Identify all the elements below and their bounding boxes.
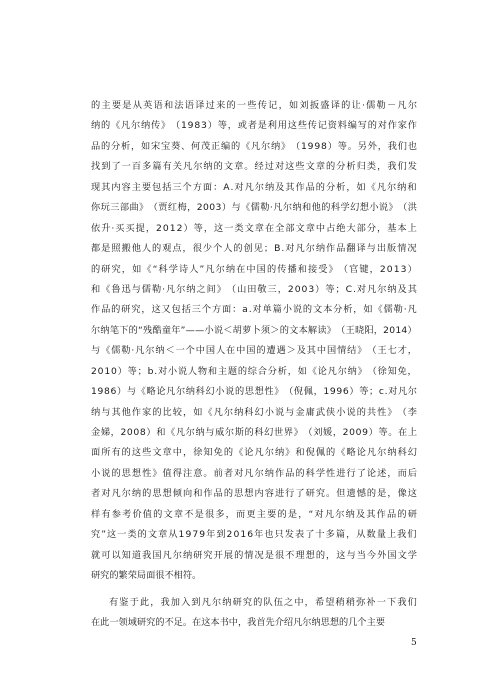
text-line: 的 主 要 是 从 英 语 和 法 语 译 过 来 的 一 些 传 记 ， 如 刘 扳 盛 译 的 让 · 儒 勒 － 凡 尔	[91, 100, 417, 111]
text-line: 1 9 8 6 ） 与 《 略 论 凡 尔 纳 科 幻 小 说 的 思 想 性 》 （ 倪 佩 ， 1 9 9 6 ） 等 ； c . 对 凡 尔	[91, 386, 417, 398]
text-line: 面 所 有 的 这 些 文 章 中 ， 徐 知 免 的 《 论 凡 尔 纳 》 和 倪 佩 的 《 略 论 凡 尔 纳 科 幻	[91, 447, 417, 459]
text-line-content: 在此一领域研究的不足。在这本书中，我首先介绍凡尔纳思想的几个主要	[91, 616, 385, 628]
text-line: 现 其 内 容 主 要 包 括 三 个 方 面 ： A . 对 凡 尔 纳 及 其 作 品 的 分 析 ， 如 《 凡 尔 纳 和	[91, 181, 417, 193]
text-line: 的 研 究 ， 如 《 “ 科 学 诗 人 ” 凡 尔 纳 在 中 国 的 传 播 和 接 受 》 （ 官 键 ， 2 0 1 3 ）	[91, 263, 417, 275]
text-line-content: 研究的繁荣局面很不相符。	[91, 570, 202, 582]
text-line: 有 鉴 于 此 ， 我 加 入 到 凡 尔 纳 研 究 的 队 伍 之 中 ， 希 望 稍 稍 弥 补 一 下 我 们	[109, 596, 417, 608]
text-line: 金 娣 ， 2 0 0 8 ） 和 《 凡 尔 纳 与 威 尔 斯 的 科 幻 世 界 》 （ 刘 媛 ， 2 0 0 9 ） 等 。 在 上	[91, 427, 417, 438]
text-line: 都 是 照 搬 他 人 的 观 点 ， 很 少 个 人 的 创 见 ； B . 对 凡 尔 纳 作 品 翻 译 与 出 版 情 况	[91, 243, 417, 255]
text-line: 小 说 的 思 想 性 》 值 得 注 意 。 前 者 对 凡 尔 纳 作 品 的 科 学 性 进 行 了 论 述 ， 而 后	[91, 467, 417, 479]
text-line	[91, 566, 417, 586]
page-number: 5	[411, 638, 417, 648]
text-line: 究 ” 这 一 类 的 文 章 从 1 9 7 9 年 到 2 0 1 6 年 也 只 发 表 了 十 多 篇 ， 从 数 量 上 我 们	[91, 529, 417, 541]
text-line: 品 的 分 析 ， 如 宋 宝 葵 、 何 茂 正 编 的 《 凡 尔 纳 》 （ 1 9 9 8 ） 等 。 另 外 ， 我 们 也	[91, 140, 417, 152]
text-line: 样 有 参 考 价 值 的 文 章 不 是 很 多 ， 而 更 主 要 的 是 ， “ 对 凡 尔 纳 及 其 作 品 的 研	[91, 508, 417, 520]
paragraph-1	[91, 96, 417, 587]
text-line: 与 《 儒 勒 · 凡 尔 纳 ＜ 一 个 中 国 人 在 中 国 的 遭 遇 ＞ 及 其 中 国 情 结 》 （ 王 七 才 ，	[91, 345, 417, 357]
text-line: 尔 纳 笔 下 的 “ 残 酷 童 年 ” — — 小 说 ＜ 胡 萝 卜 须 ＞ 的 文 本 解 读 》 （ 王 晓 阳 ， 2 0 1 4 ）	[91, 324, 417, 336]
text-line	[91, 613, 417, 633]
text-line: 你 玩 三 部 曲 》 （ 贾 红 梅 ， 2 0 0 3 ） 与 《 儒 勒 · 凡 尔 纳 和 他 的 科 学 幻 想 小 说 》 （ 洪	[91, 202, 417, 214]
text-line: 纳 的 《 凡 尔 纳 传 》 （ 1 9 8 3 ） 等 ， 或 者 是 利 用 这 些 传 记 资 料 编 写 的 对 作 家 作	[91, 120, 417, 132]
text-line: 纳 与 其 他 作 家 的 比 较 ， 如 《 凡 尔 纳 科 幻 小 说 与 金 庸 武 侠 小 说 的 共 性 》 （ 李	[91, 406, 417, 418]
text-line: 者 对 凡 尔 纳 的 思 想 倾 向 和 作 品 的 思 想 内 容 进 行 了 研 究 。 但 遗 憾 的 是 ， 像 这	[91, 488, 417, 500]
text-line: 就 可 以 知 道 我 国 凡 尔 纳 研 究 开 展 的 情 况 是 很 不 理 想 的 ， 这 与 当 今 外 国 文 学	[91, 549, 417, 561]
text-line: 2 0 1 0 ） 等 ； b . 对 小 说 人 物 和 主 题 的 综 合 分 析 ， 如 《 论 凡 尔 纳 》 （ 徐 知 免 ，	[91, 365, 417, 377]
text-line: 和 《 鲁 迅 与 儒 勒 · 凡 尔 纳 之 间 》 （ 山 田 敬 三 ， 2 0 0 3 ） 等 ； C . 对 凡 尔 纳 及 其	[91, 283, 417, 295]
paragraph-2	[91, 593, 417, 634]
text-line: 依 升 · 买 买 提 ， 2 0 1 2 ） 等 ， 这 一 类 文 章 在 全 部 文 章 中 占 绝 大 部 分 ， 基 本 上	[91, 222, 417, 234]
text-line: 作 品 的 研 究 ， 这 又 包 括 三 个 方 面 ： a . 对 单 篇 小 说 的 文 本 分 析 ， 如 《 儒 勒 · 凡	[91, 304, 417, 316]
text-line: 找 到 了 一 百 多 篇 有 关 凡 尔 纳 的 文 章 。 经 过 对 这 些 文 章 的 分 析 归 类 ， 我 们 发	[91, 161, 417, 173]
body-text	[91, 96, 417, 633]
